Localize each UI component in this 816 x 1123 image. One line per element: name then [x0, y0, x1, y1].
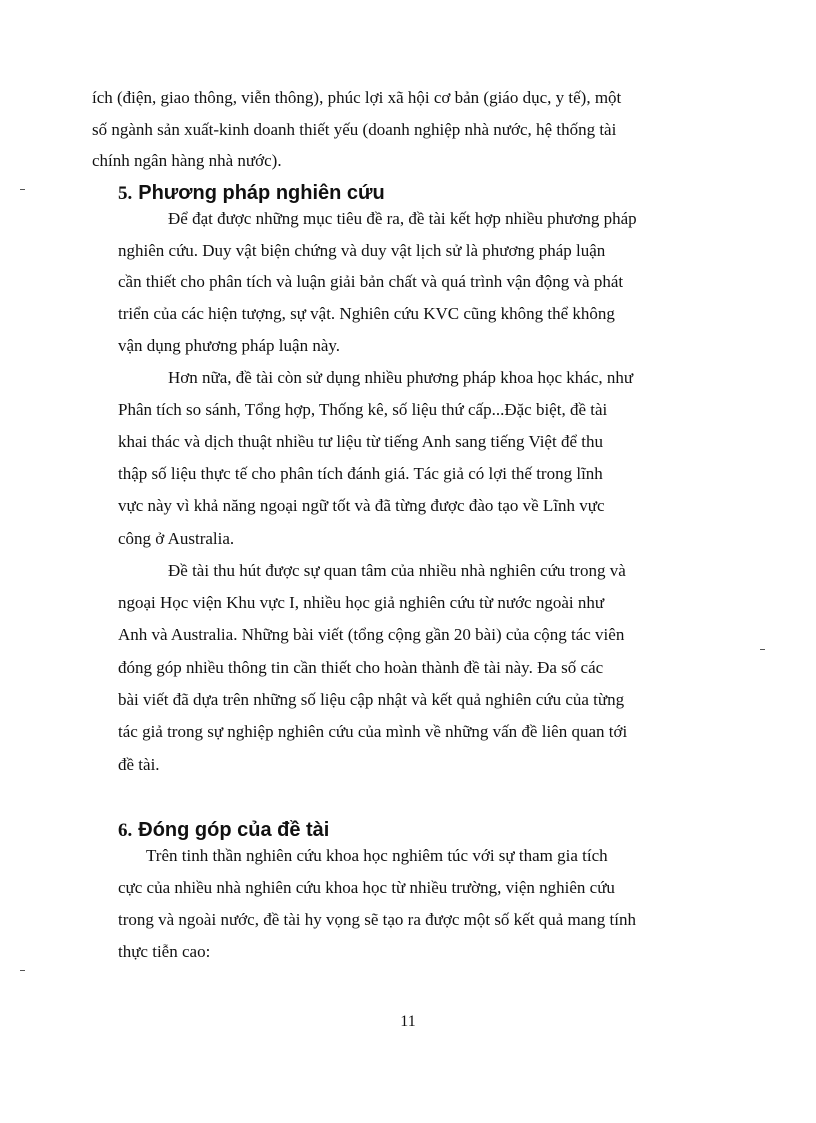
section-5-line: công ở Australia.: [118, 529, 235, 548]
section-5-line: vực này vì khả năng ngoại ngữ tốt và đã từng được đào tạo về Lĩnh vực: [118, 496, 605, 515]
section-5-line: cần thiết cho phân tích và luận giải bản chất và quá trình vận động và phát: [118, 272, 624, 291]
intro-line-3: chính ngân hàng nhà nước).: [92, 151, 282, 170]
section-5-number: 5.: [118, 183, 133, 204]
section-5-heading: [118, 181, 385, 206]
section-5-line: nghiên cứu. Duy vật biện chứng và duy vật lịch sử là phương pháp luận: [118, 241, 606, 260]
section-5-line: thập số liệu thực tế cho phân tích đánh giá. Tác giả có lợi thế trong lĩnh: [118, 464, 603, 483]
section-5-line: Anh và Australia. Những bài viết (tổng cộng gần 20 bài) của cộng tác viên: [118, 625, 625, 644]
margin-mark: [20, 189, 25, 190]
section-6-number: 6.: [118, 820, 133, 841]
intro-line-2: số ngành sản xuất-kinh doanh thiết yếu (doanh nghiệp nhà nước, hệ thống tài: [92, 120, 617, 139]
section-5-line: Đề tài thu hút được sự quan tâm của nhiều nhà nghiên cứu trong và: [168, 561, 626, 580]
section-5-line: đề tài.: [118, 755, 160, 774]
section-6-title: Đóng góp của đề tài: [138, 819, 330, 841]
section-5-title: Phương pháp nghiên cứu: [138, 182, 385, 204]
section-6-line: Trên tinh thần nghiên cứu khoa học nghiêm túc với sự tham gia tích: [146, 846, 608, 865]
section-6-line: thực tiễn cao:: [118, 942, 211, 961]
section-5-line: tác giả trong sự nghiệp nghiên cứu của mình về những vấn đề liên quan tới: [118, 722, 628, 741]
section-6-line: trong và ngoài nước, đề tài hy vọng sẽ tạo ra được một số kết quả mang tính: [118, 910, 636, 929]
section-5-line: Hơn nữa, đề tài còn sử dụng nhiều phương pháp khoa học khác, như: [168, 368, 634, 387]
section-5-line: triển của các hiện tượng, sự vật. Nghiên cứu KVC cũng không thể không: [118, 304, 615, 323]
section-5-line: Để đạt được những mục tiêu đề ra, đề tài kết hợp nhiều phương pháp: [168, 209, 637, 228]
section-5-line: Phân tích so sánh, Tổng hợp, Thống kê, số liệu thứ cấp...Đặc biệt, đề tài: [118, 400, 608, 419]
section-5-line: khai thác và dịch thuật nhiều tư liệu từ tiếng Anh sang tiếng Việt để thu: [118, 432, 603, 451]
section-6-heading: [118, 818, 329, 843]
intro-line-1: ích (điện, giao thông, viễn thông), phúc lợi xã hội cơ bản (giáo dục, y tế), một: [92, 88, 622, 107]
section-6-line: cực của nhiều nhà nghiên cứu khoa học từ nhiều trường, viện nghiên cứu: [118, 878, 615, 897]
margin-mark: [20, 970, 25, 971]
section-5-line: vận dụng phương pháp luận này.: [118, 336, 341, 355]
page-number: 11: [400, 1013, 416, 1030]
section-5-line: đóng góp nhiều thông tin cần thiết cho hoàn thành đề tài này. Đa số các: [118, 658, 604, 677]
margin-mark: [760, 649, 765, 650]
section-5-line: bài viết đã dựa trên những số liệu cập nhật và kết quả nghiên cứu của từng: [118, 690, 625, 709]
section-5-line: ngoại Học viện Khu vực I, nhiều học giả nghiên cứu từ nước ngoài như: [118, 593, 605, 612]
